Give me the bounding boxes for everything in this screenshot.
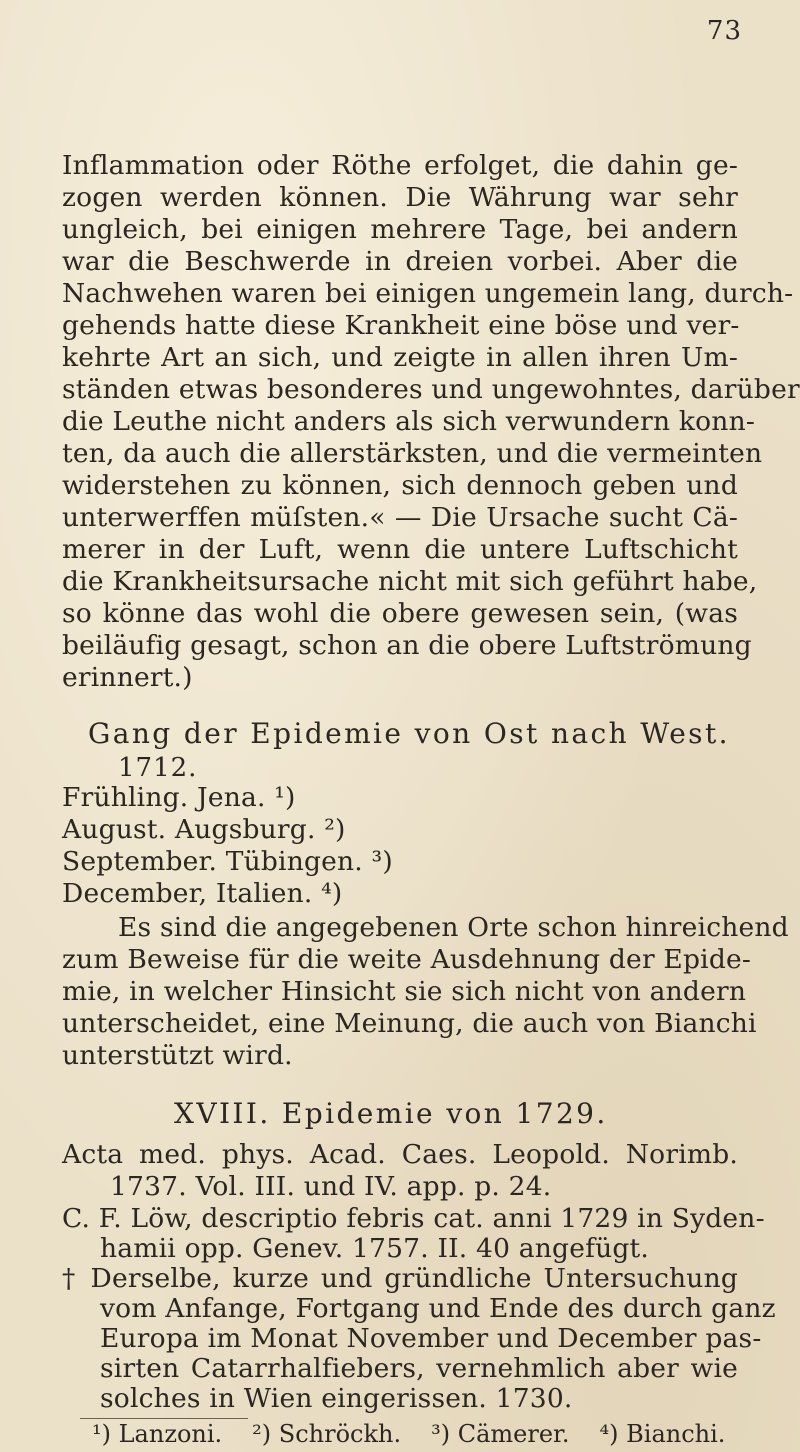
paragraph-line: war die Beschwerde in dreien vorbei. Aber die xyxy=(62,246,738,277)
timeline-entry: September. Tübingen. ³) xyxy=(62,846,393,877)
timeline-entry: December, Italien. ⁴) xyxy=(62,878,343,909)
reference-line: Acta med. phys. Acad. Caes. Leopold. Norimb. xyxy=(62,1139,738,1170)
reference-line: 1737. Vol. III. und IV. app. p. 24. xyxy=(110,1171,552,1202)
paragraph-line: ständen etwas besonderes und ungewohntes, darüber xyxy=(62,374,800,405)
reference-line: hamii opp. Genev. 1757. II. 40 angefügt. xyxy=(100,1233,650,1264)
paragraph-line: zogen werden können. Die Währung war sehr xyxy=(62,182,738,213)
footnotes xyxy=(92,1420,725,1448)
paragraph-line: zum Beweise für die weite Ausdehnung der Epide- xyxy=(62,944,752,975)
paragraph-line: Inflammation oder Röthe erfolget, die dahin ge- xyxy=(62,150,738,181)
paragraph-line: mie, in welcher Hinsicht sie sich nicht von andern xyxy=(62,976,747,1007)
footnote: ³) Cämerer. xyxy=(431,1420,570,1448)
reference-line: Europa im Monat November und December pas- xyxy=(100,1323,762,1354)
reference-line: sirten Catarrhalfiebers, vernehmlich aber wie xyxy=(100,1353,738,1384)
paragraph-line: widerstehen zu können, sich dennoch geben und xyxy=(62,470,738,501)
footnote-rule xyxy=(80,1418,248,1419)
paragraph-line: beiläufig gesagt, schon an die obere Luftströmung xyxy=(62,630,752,661)
timeline-entry: August. Augsburg. ²) xyxy=(62,814,346,845)
reference-line: vom Anfange, Fortgang und Ende des durch ganz xyxy=(100,1293,776,1324)
reference-line: † Derselbe, kurze und gründliche Untersuchung xyxy=(62,1263,738,1294)
reference-line: solches in Wien eingerissen. 1730. xyxy=(100,1383,573,1414)
paragraph-line: unterwerffen müſsten.« — Die Ursache sucht Cä- xyxy=(62,502,738,533)
paragraph-line: die Leuthe nicht anders als sich verwundern konn- xyxy=(62,406,755,437)
paragraph-line: Nachwehen waren bei einigen ungemein lang, durch- xyxy=(62,278,794,309)
footnote: ²) Schröckh. xyxy=(252,1420,402,1448)
paragraph-line: ungleich, bei einigen mehrere Tage, bei andern xyxy=(62,214,738,245)
page-number: 73 xyxy=(706,16,742,46)
timeline-entry: Frühling. Jena. ¹) xyxy=(62,782,296,813)
paragraph-line: ten, da auch die allerstärksten, und die vermeinten xyxy=(62,438,763,469)
paragraph-line: so könne das wohl die obere gewesen sein, (was xyxy=(62,598,738,629)
year-label: 1712. xyxy=(118,753,198,783)
footnote: ¹) Lanzoni. xyxy=(92,1420,223,1448)
paragraph-line: gehends hatte diese Krankheit eine böse und ver- xyxy=(62,310,740,341)
paragraph-line: kehrte Art an sich, und zeigte in allen ihren Um- xyxy=(62,342,738,373)
paragraph-line: erinnert.) xyxy=(62,662,193,693)
paragraph-line: unterstützt wird. xyxy=(62,1040,293,1071)
paragraph-line: merer in der Luft, wenn die untere Luftschicht xyxy=(62,534,738,565)
paragraph-line: die Krankheitsursache nicht mit sich geführt habe, xyxy=(62,566,758,597)
chapter-heading: XVIII. Epidemie von 1729. xyxy=(174,1097,608,1130)
paragraph-line: unterscheidet, eine Meinung, die auch von Bianchi xyxy=(62,1008,757,1039)
section-heading: Gang der Epidemie von Ost nach West. xyxy=(88,717,730,750)
paragraph-line: Es sind die angegebenen Orte schon hinreichend xyxy=(118,912,789,943)
reference-line: C. F. Löw, descriptio febris cat. anni 1729 in Syden- xyxy=(62,1203,765,1234)
footnote: ⁴) Bianchi. xyxy=(599,1420,726,1448)
